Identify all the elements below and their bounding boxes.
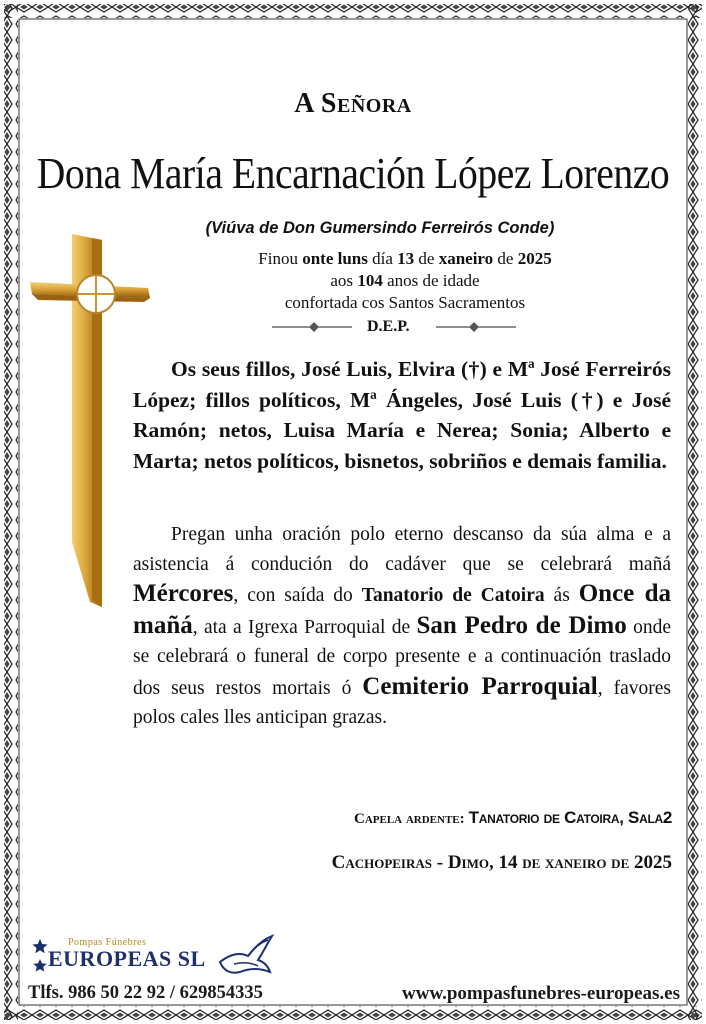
ceremony-cemetery: Cemiterio Parroquial: [362, 672, 598, 700]
footer-phones: Tlfs. 986 50 22 92 / 629854335: [28, 983, 263, 1003]
ceremony-paragraph: Pregan unha oración polo eterno descanso da súa alma e a asistencia á condución do cadáver que se celebrará mañá Mércores, con saída do Tanatorio de Catoira ás Once da mañá, ata a Igrexa Parroquial de San Pedro de Dimo onde se celebrará o funeral de corpo presente e a continuación traslado dos seus restos mortais ó Cemiterio Parroquial, favores polos cales lles anticipan grazas.: [133, 524, 671, 728]
widow-of: (Viúva de Don Gumersindo Ferreirós Conde): [205, 219, 555, 237]
chapel-label: Capela ardente:: [353, 811, 465, 827]
chapel-value: Tanatorio de Catoira, Sala2: [468, 808, 672, 827]
dep-row: [270, 318, 520, 338]
logo-name: EUROPEAS SL: [48, 946, 206, 971]
dep-text: D.E.P.: [367, 318, 410, 335]
deceased-name: Dona María Encarnación López Lorenzo: [36, 149, 670, 198]
footer-website[interactable]: www.pompasfunebres-europeas.es: [402, 983, 680, 1004]
announcement-title: A Señora: [294, 88, 412, 119]
logo-subtitle: Pompas Fúnebres: [68, 937, 147, 948]
death-date-line: Finou onte luns día 13 de xaneiro de 2025: [258, 249, 552, 268]
ceremony-tanatorio: Tanatorio de Catoira: [361, 585, 545, 606]
chapel-line: [354, 808, 672, 828]
ceremony-church: San Pedro de Dimo: [416, 611, 627, 639]
divider-left-icon: [270, 320, 354, 334]
sacraments-line: confortada cos Santos Sacramentos: [284, 293, 526, 312]
place-date: Cachopeiras - Dimo, 14 de xaneiro de 2025: [331, 852, 672, 873]
age-line: aos 104 anos de idade: [330, 271, 480, 290]
dove-logo-icon: [214, 932, 276, 980]
ceremony-time: Once da mañá: [133, 580, 671, 639]
divider-right-icon: [434, 320, 518, 334]
ceremony-day: Mércores: [133, 580, 234, 607]
family-paragraph: Os seus fillos, José Luis, Elvira (†) e Mª José Ferreirós López; fillos políticos, Mª Ángeles, José Luis (†) e José Ramón; netos, Luisa María e Nerea; Sonia; Alberto e Marta; netos políticos, bisnetos, sobriños e demais familia.: [133, 357, 671, 473]
